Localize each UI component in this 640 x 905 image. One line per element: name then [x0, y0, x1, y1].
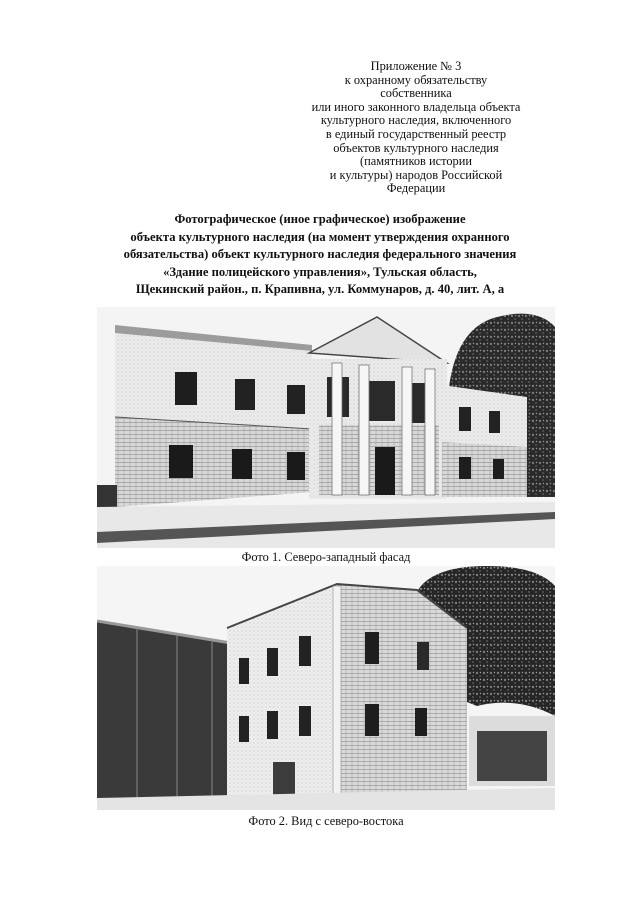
appendix-line: к охранному обязательству [344, 72, 488, 87]
title-line: Щекинский район., п. Крапивна, ул. Коммунаров, д. 40, лит. А, а [135, 282, 505, 297]
photo-caption: Фото 2. Вид с северо-востока [248, 814, 404, 828]
appendix-line: объектов культурного наследия [333, 140, 499, 155]
appendix-line: культурного наследия, включенного [320, 113, 512, 128]
photo-northwest-facade [97, 307, 555, 548]
photo-northeast-view [97, 566, 555, 810]
appendix-line: собственника [380, 86, 452, 101]
appendix-line: и культуры) народов Российской [329, 167, 503, 182]
title-line: объекта культурного наследия (на момент утверждения охранного [130, 229, 510, 244]
title-line: «Здание полицейского управления», Тульская область, [163, 264, 477, 279]
document-title [60, 211, 580, 299]
appendix-line: или иного законного владельца объекта [311, 99, 521, 114]
title-line: Фотографическое (иное графическое) изображение [174, 212, 466, 226]
appendix-line: Федерации [386, 181, 446, 196]
appendix-line: Приложение № 3 [370, 59, 462, 73]
appendix-line: в единый государственный реестр [325, 126, 507, 141]
appendix-line: (памятников истории [359, 154, 473, 169]
photo-caption: Фото 1. Северо-западный фасад [241, 550, 411, 564]
title-line: обязательства) объект культурного наследия федерального значения [123, 247, 517, 262]
appendix-header [290, 60, 542, 196]
